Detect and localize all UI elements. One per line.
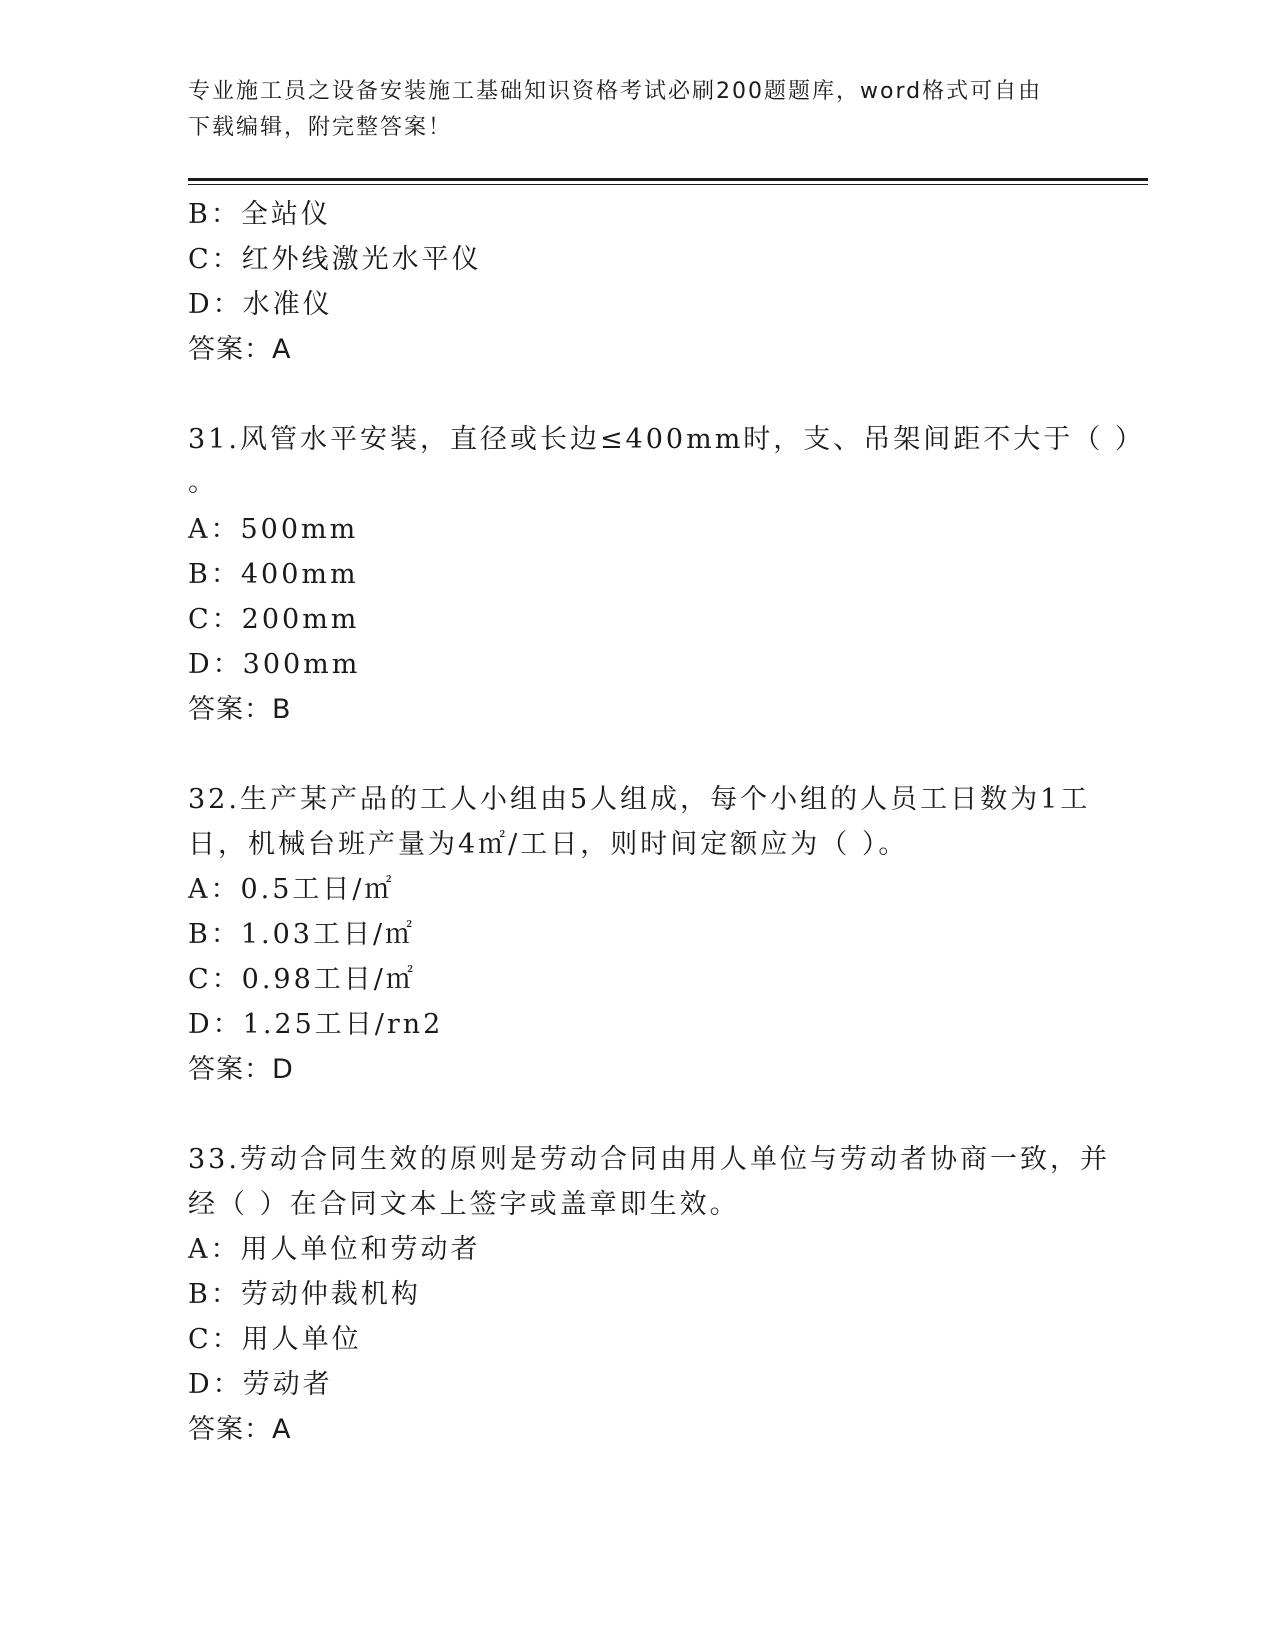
option-b: B：1.03工日/㎡ <box>188 919 416 950</box>
question-31-stem-cont: 。 <box>188 467 218 498</box>
question-33-stem-cont: 经（ ）在合同文本上签字或盖章即生效。 <box>188 1189 740 1220</box>
answer: 答案：D <box>188 1054 294 1085</box>
answer: 答案：B <box>188 694 292 725</box>
option-a: A：用人单位和劳动者 <box>188 1234 481 1265</box>
option-c: C：200mm <box>188 604 360 635</box>
header-divider-thick <box>188 178 1148 181</box>
option-d: D：劳动者 <box>188 1369 333 1400</box>
question-31-stem: 31.风管水平安装，直径或长边≤400mm时，支、吊架间距不大于（ ） <box>188 424 1145 455</box>
option-d: D：1.25工日/rn2 <box>188 1009 444 1040</box>
answer: 答案：A <box>188 1414 292 1445</box>
option-b: B：400mm <box>188 559 359 590</box>
option-d: D：水准仪 <box>188 289 333 320</box>
option-b: B：全站仪 <box>188 199 331 230</box>
question-33-stem: 33.劳动合同生效的原则是劳动合同由用人单位与劳动者协商一致，并 <box>188 1144 1110 1175</box>
question-32-stem-cont: 日，机械台班产量为4㎡/工日，则时间定额应为（ ）。 <box>188 829 909 860</box>
option-b: B：劳动仲裁机构 <box>188 1279 421 1310</box>
option-c: C：用人单位 <box>188 1324 362 1355</box>
option-a: A：0.5工日/㎡ <box>188 874 395 905</box>
question-32-stem: 32.生产某产品的工人小组由5人组成，每个小组的人员工日数为1工 <box>188 784 1091 815</box>
header-line-2: 下载编辑，附完整答案！ <box>188 115 453 140</box>
header-line-1: 专业施工员之设备安装施工基础知识资格考试必刷200题题库，word格式可自由 <box>188 79 1043 104</box>
option-c: C：0.98工日/㎡ <box>188 964 416 995</box>
header-divider-thin <box>188 184 1148 185</box>
document-header <box>188 74 1088 146</box>
answer: 答案：A <box>188 334 292 365</box>
option-a: A：500mm <box>188 514 359 545</box>
option-d: D：300mm <box>188 649 361 680</box>
option-c: C：红外线激光水平仪 <box>188 244 482 275</box>
